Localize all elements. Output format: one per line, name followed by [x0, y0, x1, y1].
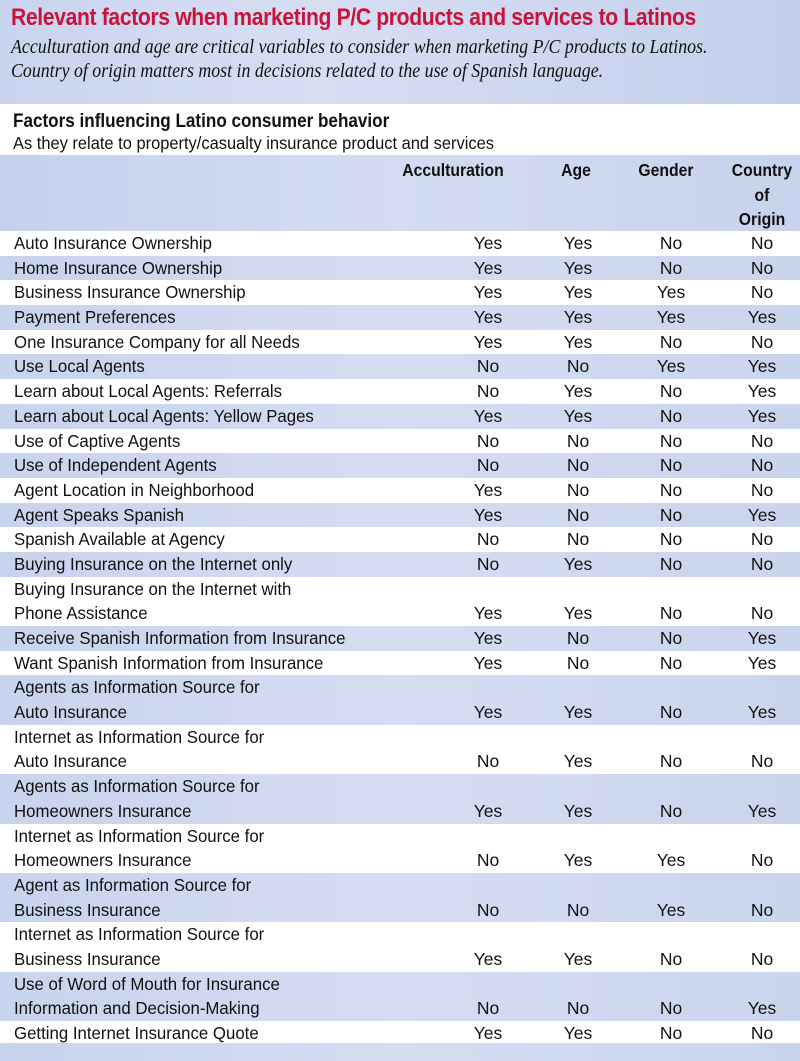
table-row: [0, 552, 800, 577]
cell-gender: No: [659, 1023, 683, 1044]
column-header-country-line-2: of: [754, 184, 770, 205]
cell-gender: No: [659, 504, 683, 525]
cell-age: Yes: [563, 553, 593, 574]
row-label: [14, 774, 260, 823]
cell-age: Yes: [563, 800, 593, 821]
page-subtitle: [11, 36, 798, 84]
cell-acculturation: No: [476, 553, 500, 574]
row-label-line: Business Insurance Ownership: [14, 282, 246, 303]
cell-acculturation: Yes: [473, 233, 503, 253]
cell-age: Yes: [563, 331, 593, 352]
cell-country-of-origin: No: [750, 1023, 774, 1044]
cell-acculturation: Yes: [473, 307, 503, 328]
table-body: [0, 231, 800, 1046]
row-label-line: Agents as Information Source for: [14, 677, 260, 698]
row-label-line: Homeowners Insurance: [14, 800, 192, 821]
row-label-line: Learn about Local Agents: Referrals: [14, 381, 283, 402]
table-row: [0, 626, 800, 651]
cell-country-of-origin: Yes: [747, 381, 777, 402]
cell-acculturation: Yes: [473, 479, 503, 500]
row-label: [14, 577, 291, 626]
table-row: [0, 379, 800, 404]
cell-gender: No: [659, 603, 683, 624]
cell-acculturation: Yes: [473, 405, 503, 426]
cell-country-of-origin: Yes: [747, 405, 777, 426]
cell-gender: Yes: [656, 899, 686, 920]
cell-country-of-origin: Yes: [747, 652, 777, 673]
cell-acculturation: No: [476, 998, 500, 1019]
cell-country-of-origin: No: [750, 553, 774, 574]
row-label-line: Use of Word of Mouth for Insurance: [14, 973, 280, 994]
row-label: [14, 922, 264, 971]
cell-acculturation: Yes: [473, 652, 503, 673]
row-label-line: Business Insurance: [14, 899, 161, 920]
row-label-line: Spanish Available at Agency: [14, 529, 225, 550]
row-label-line: Business Insurance: [14, 949, 161, 970]
row-label-line: Buying Insurance on the Internet only: [14, 553, 293, 574]
table-subtitle: As they relate to property/casualty insurance product and services: [13, 133, 494, 153]
column-header-age: Age: [561, 160, 591, 180]
cell-country-of-origin: Yes: [747, 800, 777, 821]
cell-gender: No: [659, 529, 683, 550]
cell-gender: No: [659, 381, 683, 402]
table-row: [0, 453, 800, 478]
table-row: [0, 404, 800, 429]
cell-acculturation: No: [476, 850, 500, 871]
cell-age: Yes: [563, 307, 593, 328]
cell-age: No: [566, 628, 590, 649]
row-label: [14, 478, 254, 503]
row-label: [14, 256, 222, 281]
row-label: [14, 503, 184, 528]
cell-acculturation: Yes: [473, 603, 503, 624]
table-row: [0, 922, 800, 971]
row-label: [14, 231, 212, 256]
row-label-line: Auto Insurance Ownership: [14, 233, 212, 253]
table-row: [0, 527, 800, 552]
cell-gender: No: [659, 702, 683, 723]
cell-country-of-origin: Yes: [747, 504, 777, 525]
row-label-line: Phone Assistance: [14, 603, 148, 624]
cell-country-of-origin: No: [750, 331, 774, 352]
subtitle-line-1: Acculturation and age are critical variables to consider when marketing P/C products to Latinos.: [11, 37, 708, 58]
row-label-line: Want Spanish Information from Insurance: [14, 652, 324, 673]
cell-age: Yes: [563, 381, 593, 402]
row-label-line: Agents as Information Source for: [14, 776, 260, 797]
row-label-line: Internet as Information Source for: [14, 726, 265, 747]
table-row: [0, 478, 800, 503]
cell-age: No: [566, 479, 590, 500]
row-label-line: Information and Decision-Making: [14, 998, 260, 1019]
row-label-line: Agent Speaks Spanish: [14, 504, 184, 525]
row-label: [14, 280, 246, 305]
cell-acculturation: Yes: [473, 628, 503, 649]
cell-age: No: [566, 504, 590, 525]
cell-age: No: [566, 529, 590, 550]
table-row: [0, 824, 800, 873]
cell-acculturation: No: [476, 356, 500, 377]
cell-gender: No: [659, 949, 683, 970]
row-label: [14, 404, 314, 429]
cell-gender: No: [659, 405, 683, 426]
cell-acculturation: No: [476, 430, 500, 451]
row-label-line: Internet as Information Source for: [14, 924, 265, 945]
table-row: [0, 354, 800, 379]
cell-gender: No: [659, 331, 683, 352]
table-row: [0, 774, 800, 823]
cell-country-of-origin: Yes: [747, 356, 777, 377]
cell-age: Yes: [563, 702, 593, 723]
table-row: [0, 675, 800, 724]
row-label-line: Auto Insurance: [14, 702, 128, 723]
cell-acculturation: No: [476, 751, 500, 772]
cell-age: No: [566, 430, 590, 451]
cell-country-of-origin: Yes: [747, 307, 777, 328]
cell-acculturation: Yes: [473, 702, 503, 723]
cell-gender: No: [659, 233, 683, 253]
cell-country-of-origin: No: [750, 455, 774, 476]
cell-gender: No: [659, 800, 683, 821]
cell-age: Yes: [563, 603, 593, 624]
column-header-country-of-origin: [726, 158, 798, 232]
table-title: Factors influencing Latino consumer behavior: [13, 111, 390, 132]
cell-acculturation: Yes: [473, 504, 503, 525]
table-row: [0, 651, 800, 676]
cell-country-of-origin: No: [750, 529, 774, 550]
cell-gender: Yes: [656, 356, 686, 377]
table-row: [0, 305, 800, 330]
cell-country-of-origin: No: [750, 282, 774, 303]
row-label: [14, 453, 217, 478]
cell-gender: No: [659, 479, 683, 500]
cell-age: Yes: [563, 405, 593, 426]
cell-acculturation: Yes: [473, 282, 503, 303]
cell-gender: No: [659, 628, 683, 649]
cell-country-of-origin: No: [750, 479, 774, 500]
header-band: [0, 0, 800, 104]
row-label: [14, 651, 323, 676]
row-label-line: Learn about Local Agents: Yellow Pages: [14, 405, 314, 426]
row-label-line: Homeowners Insurance: [14, 850, 192, 871]
cell-country-of-origin: No: [750, 430, 774, 451]
row-label-line: Home Insurance Ownership: [14, 257, 223, 278]
table-row: [0, 231, 800, 256]
cell-gender: Yes: [656, 850, 686, 871]
row-label-line: One Insurance Company for all Needs: [14, 331, 300, 352]
cell-acculturation: Yes: [473, 257, 503, 278]
row-label-line: Agent Location in Neighborhood: [14, 479, 255, 500]
cell-gender: No: [659, 751, 683, 772]
column-header-country-line-1: Country: [731, 160, 793, 180]
row-label: [14, 379, 282, 404]
cell-acculturation: Yes: [473, 949, 503, 970]
cell-gender: No: [659, 553, 683, 574]
cell-acculturation: Yes: [473, 1023, 503, 1044]
cell-age: Yes: [563, 282, 593, 303]
cell-country-of-origin: No: [750, 257, 774, 278]
row-label-line: Use of Captive Agents: [14, 430, 181, 451]
table-row: [0, 256, 800, 281]
row-label: [14, 330, 300, 355]
row-label: [14, 552, 292, 577]
row-label-line: Auto Insurance: [14, 751, 128, 772]
cell-gender: Yes: [656, 282, 686, 303]
cell-country-of-origin: Yes: [747, 998, 777, 1019]
subtitle-line-2: Country of origin matters most in decisions related to the use of Spanish language.: [11, 61, 604, 82]
cell-age: Yes: [563, 1023, 593, 1044]
cell-gender: No: [659, 998, 683, 1019]
cell-acculturation: No: [476, 381, 500, 402]
table-row: [0, 577, 800, 626]
cell-age: No: [566, 899, 590, 920]
cell-country-of-origin: No: [750, 949, 774, 970]
row-label-line: Buying Insurance on the Internet with: [14, 578, 292, 599]
column-header-gender: Gender: [638, 160, 694, 180]
cell-age: Yes: [563, 233, 593, 253]
row-label-line: Internet as Information Source for: [14, 825, 265, 846]
cell-age: Yes: [563, 850, 593, 871]
cell-gender: No: [659, 455, 683, 476]
table-row: [0, 873, 800, 922]
row-label-line: Use of Independent Agents: [14, 455, 217, 476]
cell-acculturation: No: [476, 529, 500, 550]
row-label-line: Use Local Agents: [14, 356, 145, 377]
cell-country-of-origin: Yes: [747, 628, 777, 649]
cell-acculturation: No: [476, 455, 500, 476]
table-row: [0, 330, 800, 355]
cell-acculturation: Yes: [473, 800, 503, 821]
cell-country-of-origin: Yes: [747, 702, 777, 723]
cell-age: No: [566, 998, 590, 1019]
table-row: [0, 429, 800, 454]
row-label: [14, 305, 176, 330]
cell-acculturation: Yes: [473, 331, 503, 352]
cell-age: Yes: [563, 257, 593, 278]
column-header-acculturation: Acculturation: [402, 160, 504, 180]
row-label: [14, 725, 264, 774]
cell-gender: Yes: [656, 307, 686, 328]
cell-gender: No: [659, 257, 683, 278]
cell-acculturation: No: [476, 899, 500, 920]
table-row: [0, 280, 800, 305]
cell-gender: No: [659, 430, 683, 451]
row-label: [14, 972, 280, 1021]
cell-country-of-origin: No: [750, 899, 774, 920]
row-label: [14, 873, 251, 922]
table-row: [0, 725, 800, 774]
cell-country-of-origin: No: [750, 751, 774, 772]
row-label-line: Receive Spanish Information from Insurance: [14, 628, 346, 649]
row-label: [14, 527, 225, 552]
column-header-country-line-3: Origin: [738, 209, 786, 229]
cell-age: Yes: [563, 949, 593, 970]
cell-age: No: [566, 652, 590, 673]
cell-age: Yes: [563, 751, 593, 772]
row-label-line: Agent as Information Source for: [14, 874, 252, 895]
table-row: [0, 972, 800, 1021]
page-title: Relevant factors when marketing P/C products and services to Latinos: [11, 4, 696, 31]
table-row: [0, 503, 800, 528]
cell-age: No: [566, 455, 590, 476]
row-label-line: Getting Internet Insurance Quote: [14, 1023, 259, 1044]
row-label: [14, 675, 260, 724]
row-label: [14, 626, 346, 651]
row-label: [14, 354, 145, 379]
row-label: [14, 824, 264, 873]
cell-country-of-origin: No: [750, 850, 774, 871]
cell-country-of-origin: No: [750, 603, 774, 624]
cell-country-of-origin: No: [750, 233, 774, 253]
row-label: [14, 429, 180, 454]
cell-gender: No: [659, 652, 683, 673]
row-label-line: Payment Preferences: [14, 307, 176, 328]
footer-band: [0, 1043, 800, 1061]
cell-age: No: [566, 356, 590, 377]
